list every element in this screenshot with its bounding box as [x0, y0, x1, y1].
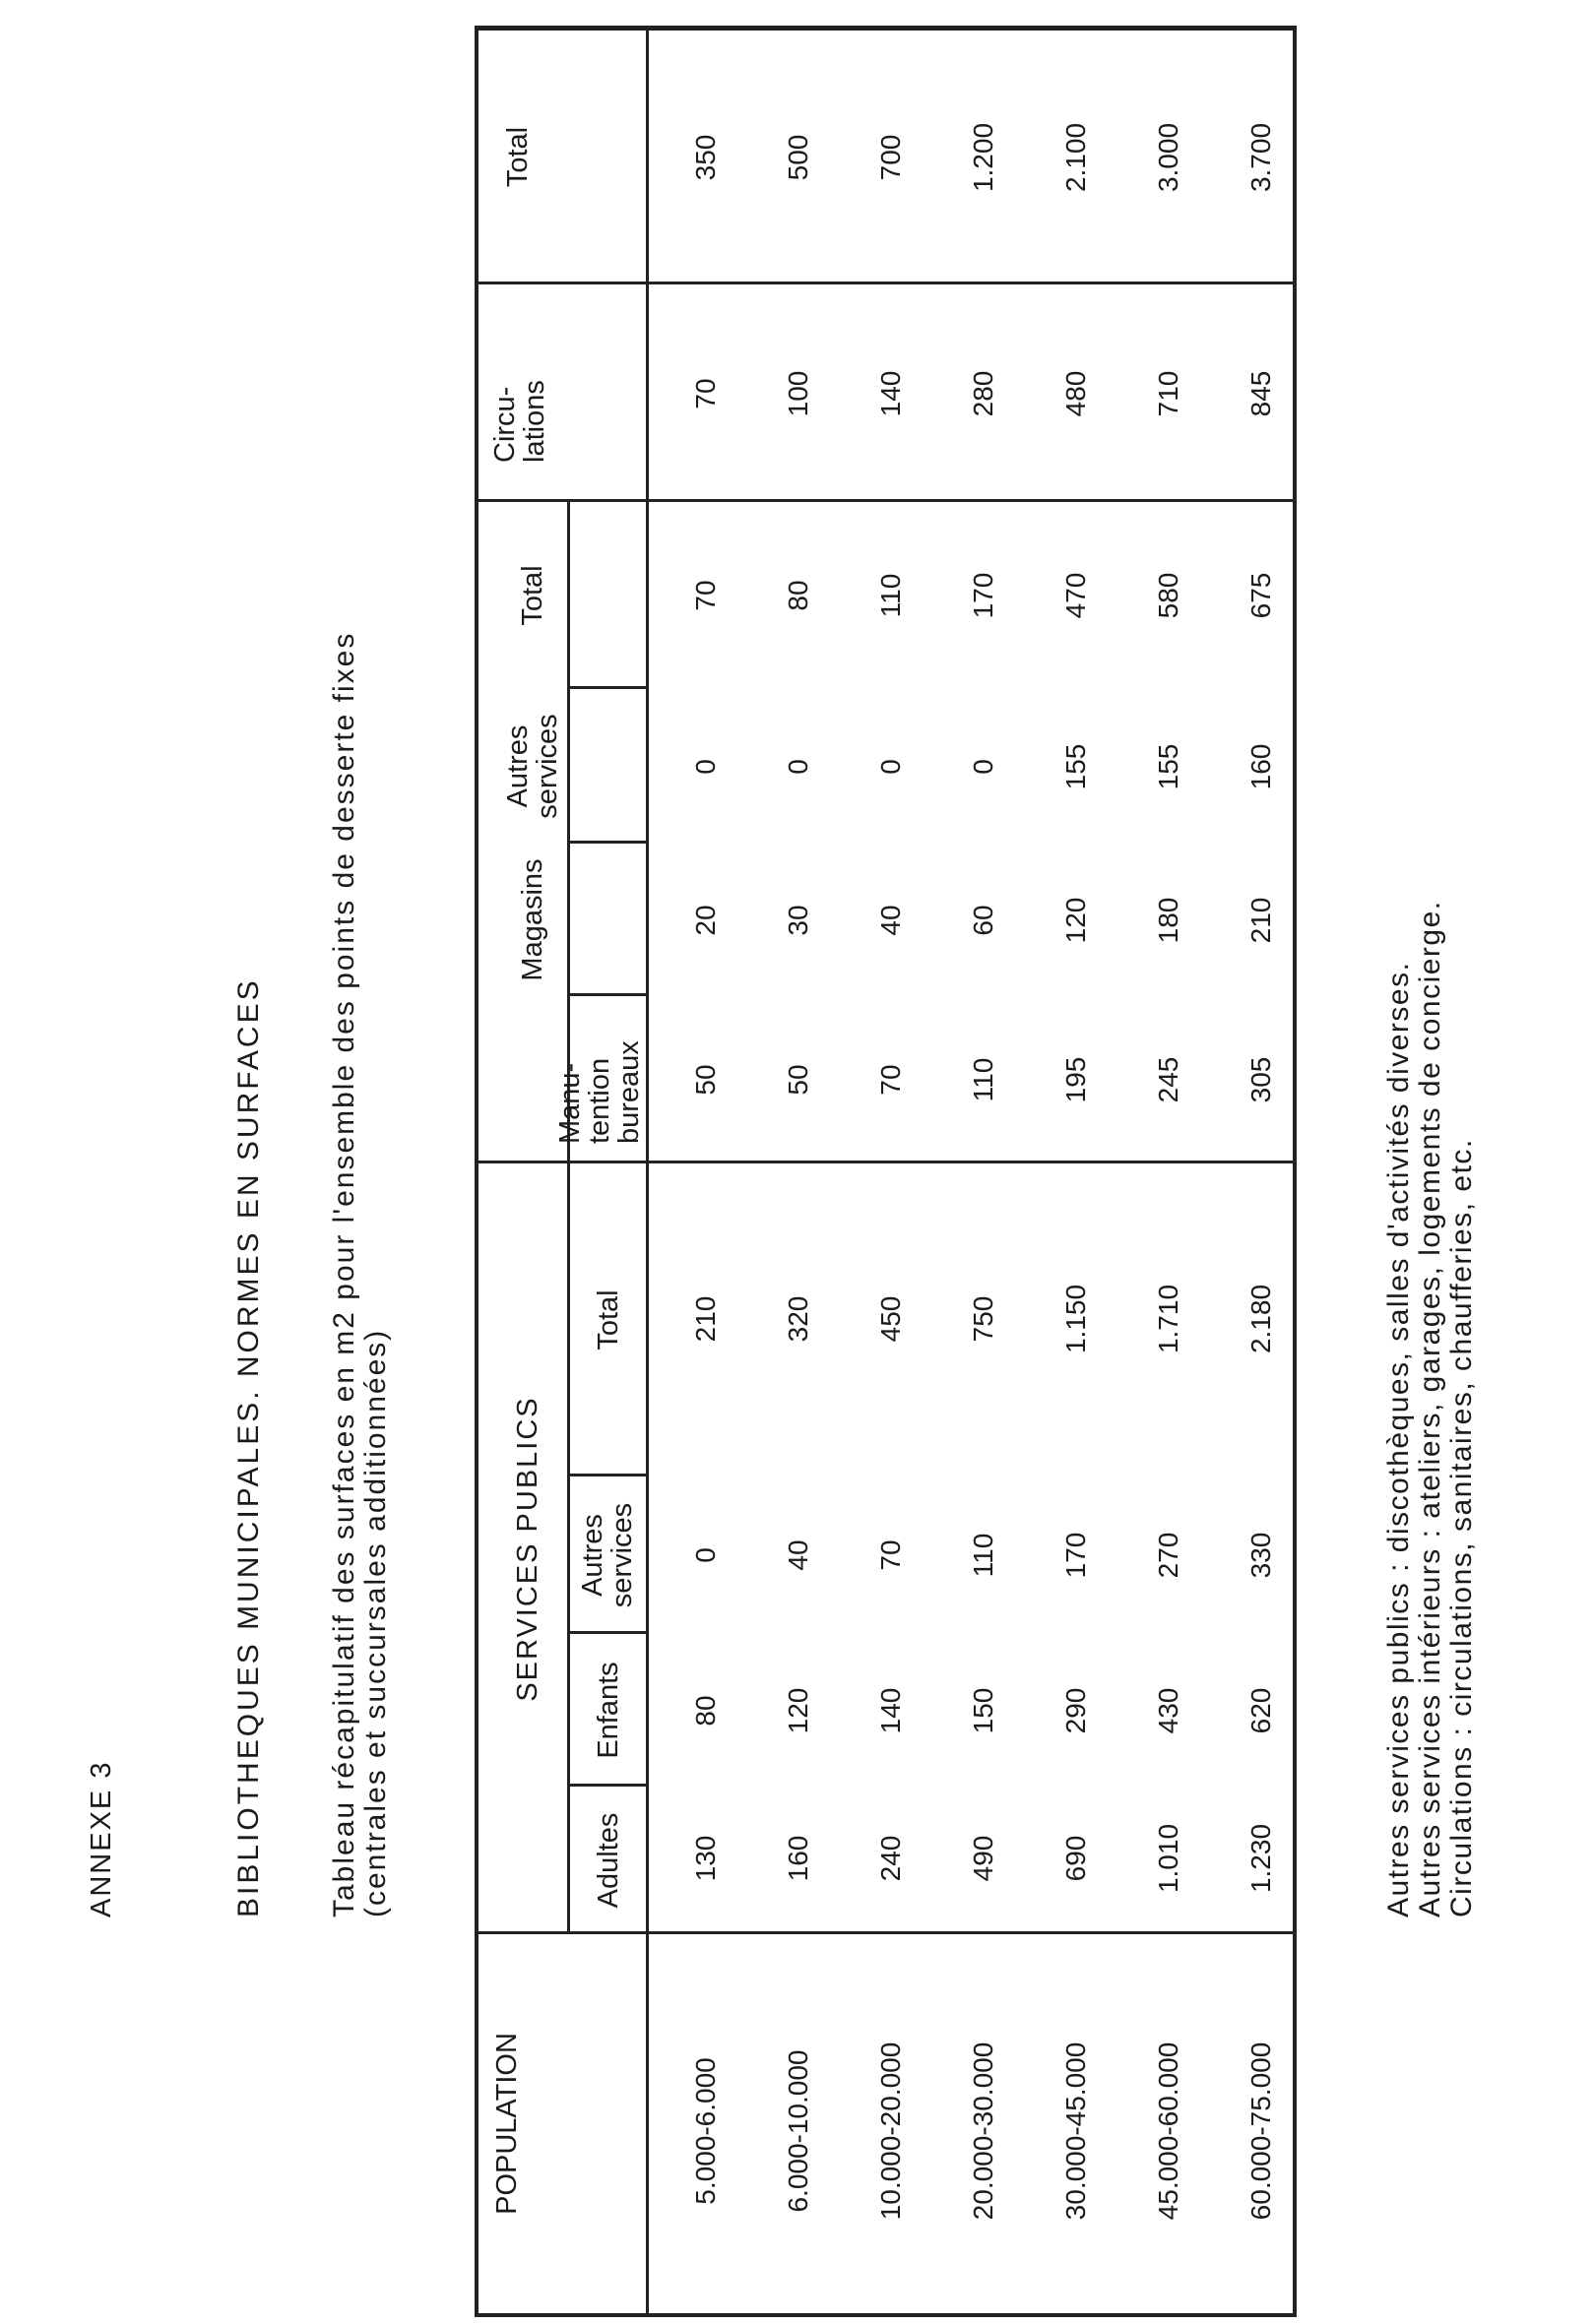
header-total-services-interieurs: Total	[517, 565, 548, 626]
cell-autres-services-interieurs: 0	[968, 759, 998, 775]
cell-autres-services-interieurs: 155	[1060, 743, 1091, 790]
cell-adultes: 1.010	[1153, 1823, 1183, 1894]
header-underline	[646, 689, 649, 844]
cell-autres-services-publics: 170	[1060, 1532, 1091, 1579]
header-enfants: Enfants	[593, 1662, 624, 1759]
header-underline	[646, 284, 649, 502]
caption-line-2: (centrales et succursales additionnées)	[359, 1328, 392, 1917]
cell-total-services-interieurs: 70	[690, 580, 721, 611]
cell-total-services-interieurs: 675	[1245, 572, 1276, 619]
header-services-publics: SERVICES PUBLICS	[512, 1396, 543, 1702]
cell-total: 3.000	[1153, 122, 1183, 193]
cell-circulations: 480	[1060, 370, 1091, 417]
divider-services-interieurs	[478, 499, 1293, 502]
header-line: Autres	[502, 724, 534, 808]
cell-manutention-bureaux: 50	[783, 1064, 813, 1096]
header-underline	[646, 1163, 649, 1476]
header-line: lations	[519, 380, 550, 463]
cell-autres-services-publics: 70	[875, 1539, 906, 1571]
cell-total: 3.700	[1245, 122, 1276, 193]
cell-enfants: 290	[1060, 1687, 1091, 1734]
page-title: BIBLIOTHEQUES MUNICIPALES. NORMES EN SURFACES	[232, 977, 265, 1917]
cell-autres-services-publics: 0	[690, 1547, 721, 1563]
header-line: Circu-	[489, 386, 521, 463]
cell-manutention-bureaux: 110	[968, 1057, 998, 1102]
cell-manutention-bureaux: 195	[1060, 1056, 1091, 1103]
cell-manutention-bureaux: 70	[875, 1064, 906, 1096]
cell-enfants: 150	[968, 1687, 998, 1734]
header-line: bureaux	[613, 1040, 645, 1144]
header-underline	[646, 996, 649, 1163]
cell-population: 30.000-45.000	[1060, 2041, 1091, 2221]
cell-adultes: 240	[875, 1835, 906, 1882]
header-underline	[646, 1787, 649, 1934]
cell-circulations: 100	[783, 370, 813, 417]
cell-total-services-publics: 2.180	[1245, 1284, 1276, 1354]
cell-total-services-publics: 750	[968, 1295, 998, 1343]
cell-autres-services-publics: 330	[1245, 1532, 1276, 1579]
cell-total: 1.200	[968, 122, 998, 193]
footnotes	[1383, 900, 1478, 1917]
cell-magasins: 210	[1245, 897, 1276, 944]
cell-autres-services-interieurs: 0	[783, 759, 813, 775]
cell-total-services-publics: 210	[690, 1295, 721, 1343]
cell-autres-services-interieurs: 160	[1245, 743, 1276, 790]
header-line: services	[606, 1502, 638, 1608]
cell-adultes: 690	[1060, 1835, 1091, 1882]
cell-population: 6.000-10.000	[783, 2049, 813, 2213]
annex-label: ANNEXE 3	[86, 1760, 117, 1917]
cell-population: 60.000-75.000	[1245, 2041, 1276, 2221]
cell-circulations: 70	[690, 378, 721, 409]
cell-enfants: 620	[1245, 1687, 1276, 1734]
cell-autres-services-interieurs: 155	[1153, 743, 1183, 790]
cell-magasins: 40	[875, 905, 906, 936]
cell-population: 10.000-20.000	[875, 2041, 906, 2221]
header-circulations	[490, 295, 549, 463]
cell-circulations: 140	[875, 370, 906, 417]
cell-autres-services-interieurs: 0	[875, 759, 906, 775]
header-total-services-publics: Total	[593, 1289, 624, 1350]
cell-total-services-publics: 320	[783, 1295, 813, 1343]
header-underline	[646, 30, 649, 284]
cell-autres-services-publics: 40	[783, 1539, 813, 1571]
header-line: Manu-	[554, 1062, 586, 1144]
cell-adultes: 1.230	[1245, 1823, 1276, 1894]
header-underline	[646, 844, 649, 996]
footnote-line-2: Autres services intérieurs : ateliers, garages, logements de concierge.	[1414, 900, 1446, 1917]
cell-total-services-interieurs: 110	[875, 573, 906, 618]
cell-total: 700	[875, 134, 906, 181]
header-autres-services-publics	[578, 1476, 637, 1634]
rule-services-publics	[567, 1163, 570, 1934]
cell-enfants: 120	[783, 1687, 813, 1734]
cell-total: 350	[690, 134, 721, 181]
cell-circulations: 710	[1153, 370, 1183, 417]
cell-total: 500	[783, 134, 813, 181]
header-adultes: Adultes	[593, 1812, 624, 1909]
cell-total-services-interieurs: 80	[783, 580, 813, 611]
header-manutention-bureaux	[555, 996, 644, 1144]
header-line: services	[532, 714, 563, 819]
cell-magasins: 60	[968, 905, 998, 936]
cell-autres-services-interieurs: 0	[690, 759, 721, 775]
cell-enfants: 80	[690, 1695, 721, 1727]
cell-total-services-publics: 1.710	[1153, 1284, 1183, 1354]
surface-standards-table	[475, 26, 1297, 2317]
cell-enfants: 140	[875, 1687, 906, 1734]
cell-enfants: 430	[1153, 1687, 1183, 1734]
header-magasins: Magasins	[517, 858, 548, 981]
header-autres-services-interieurs	[503, 689, 562, 844]
footnote-line-1: Autres services publics : discothèques, salles d'activités diverses.	[1382, 961, 1415, 1917]
cell-population: 20.000-30.000	[968, 2041, 998, 2221]
cell-magasins: 20	[690, 905, 721, 936]
divider-circulations	[478, 282, 1293, 284]
sub-divider	[567, 841, 646, 844]
header-underline	[646, 1476, 649, 1634]
cell-total-services-interieurs: 470	[1060, 572, 1091, 619]
header-underline	[646, 1934, 649, 2313]
cell-circulations: 280	[968, 370, 998, 417]
cell-total-services-interieurs: 580	[1153, 572, 1183, 619]
header-underline	[646, 502, 649, 689]
header-total: Total	[502, 126, 534, 188]
header-population: POPULATION	[491, 2033, 523, 2215]
sub-divider	[567, 686, 646, 689]
table-caption	[329, 589, 392, 1917]
cell-total-services-interieurs: 170	[968, 572, 998, 619]
cell-magasins: 180	[1153, 897, 1183, 944]
cell-manutention-bureaux: 245	[1153, 1056, 1183, 1103]
cell-population: 45.000-60.000	[1153, 2041, 1183, 2221]
header-line: tention	[584, 1057, 615, 1144]
cell-manutention-bureaux: 50	[690, 1064, 721, 1096]
cell-total-services-publics: 1.150	[1060, 1284, 1091, 1354]
header-underline	[646, 1634, 649, 1787]
cell-adultes: 160	[783, 1835, 813, 1882]
cell-total: 2.100	[1060, 122, 1091, 193]
cell-circulations: 845	[1245, 370, 1276, 417]
header-line: Autres	[577, 1514, 608, 1597]
footnote-line-3: Circulations : circulations, sanitaires, chaufferies, etc.	[1445, 1138, 1478, 1917]
cell-population: 5.000-6.000	[690, 2057, 721, 2205]
cell-autres-services-publics: 110	[968, 1533, 998, 1578]
cell-adultes: 130	[690, 1835, 721, 1882]
cell-magasins: 30	[783, 905, 813, 936]
cell-adultes: 490	[968, 1835, 998, 1882]
cell-magasins: 120	[1060, 897, 1091, 944]
cell-total-services-publics: 450	[875, 1295, 906, 1343]
cell-autres-services-publics: 270	[1153, 1532, 1183, 1579]
cell-manutention-bureaux: 305	[1245, 1056, 1276, 1103]
caption-line-1: Tableau récapitulatif des surfaces en m2 pour l'ensemble des points de desserte fixes	[328, 631, 360, 1917]
